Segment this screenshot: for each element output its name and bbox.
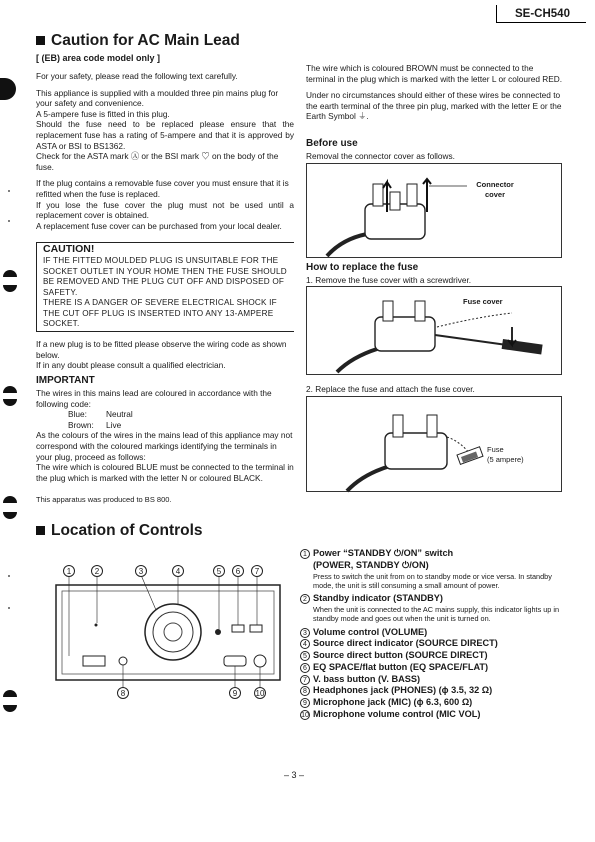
control-item [300,548,570,572]
control-name: Source direct button (SOURCE DIRECT) [313,650,488,661]
amplifier-front-panel-icon [48,565,288,705]
wire-value: Neutral [106,409,133,420]
paragraph: As the colours of the wires in the mains lead of this appliance may not correspond with the coloured markings identifying the terminals in your plug, proceed as follows: [36,430,293,462]
plug-illustration-icon [307,164,563,259]
paragraph: A 5-ampere fuse is fitted in this plug. [36,108,170,119]
before-use-text: Removal the connector cover as follows. [306,151,455,161]
paragraph: If a new plug is to be fitted please observe the wiring code as shown below. [36,339,287,360]
paragraph: For your safety, please read the following text carefully. [36,71,238,81]
control-name: Microphone volume control (MIC VOL) [313,708,481,719]
paragraph: Check for the ASTA mark Ⓐ or the BSI mark ♡ on the body of the fuse. [36,151,279,172]
control-number: 2 [300,594,310,604]
callout-9: 9 [229,687,241,699]
callout-4: 4 [172,565,184,577]
figure-label-line: Fuse [487,445,504,454]
model-label: SE-CH540 [496,5,586,22]
caution-title: CAUTION! [43,243,95,255]
paragraph: The wire which is coloured BROWN must be connected to the terminal in the plug which is marked with the letter L or coloured RED. [306,63,563,84]
binder-mark [3,285,17,292]
control-text [313,662,488,674]
binder-mark [3,386,17,393]
callout-5: 5 [213,565,225,577]
binder-mark [3,512,17,519]
callout-2: 2 [91,565,103,577]
front-panel-diagram [48,565,288,705]
callout-10: 10 [255,689,265,698]
binder-mark [3,690,17,697]
control-number: 8 [300,686,310,696]
controls-list [300,548,570,721]
section-title-text: Caution for AC Main Lead [51,32,240,49]
wire-code-brown [36,420,294,431]
binder-mark [3,399,17,406]
paragraph: A replacement fuse cover can be purchased from your local dealer. [36,220,282,231]
control-item [300,674,570,686]
control-name: V. bass button (V. BASS) [313,673,421,684]
control-number: 3 [300,628,310,638]
control-text [313,627,427,639]
control-name: Volume control (VOLUME) [313,626,428,637]
control-item [300,709,570,721]
page-number: – 3 – [284,770,305,780]
section-title-ac [36,31,240,51]
section-title-text: Location of Controls [51,522,203,539]
control-item [300,627,570,639]
caution-box [36,242,294,332]
control-description: When the unit is connected to the AC mains supply, this indicator lights up in standby mode and goes out when the unit is turned on. [313,604,560,624]
control-name: Headphones jack (PHONES) (ϕ 3.5, 32 Ω) [313,685,493,696]
control-item [300,662,570,674]
control-text [313,593,443,605]
fuse-cover-illustration-icon [307,287,563,376]
bullet-square-icon [36,526,45,535]
control-number: 6 [300,663,310,673]
paragraph: The wires in this mains lead are coloured in accordance with the following code: [36,388,272,409]
binder-mark [3,270,17,277]
binder-mark [3,705,17,712]
control-item [300,650,570,662]
callout-1: 1 [63,565,75,577]
control-text [313,638,498,650]
control-number: 9 [300,698,310,708]
bullet-square-icon [36,36,45,45]
control-name: Power “STANDBY ⏻/ON” switch [313,548,454,558]
control-item [300,593,570,605]
control-name-alt: (POWER, STANDBY ⏻/ON) [313,559,429,570]
paragraph: Under no circumstances should either of these wires be connected to the earth terminal of the three pin plug, marked with the letter E or the Earth Symbol ⏚. [306,90,562,122]
paragraph: If you lose the fuse cover the plug must not be used until a replacement cover is obtained. [36,199,294,221]
control-item [300,697,570,709]
figure-fuse-cover [306,286,562,375]
callout-7: 7 [251,565,263,577]
bs-note: This apparatus was produced to BS 800. [36,495,172,504]
control-text [313,548,453,572]
control-item [300,685,570,697]
figure-fuse [306,396,562,492]
scan-speck [8,607,10,609]
caution-text-1: IF THE FITTED MOULDED PLUG IS UNSUITABLE FOR THE SOCKET OUTLET IN YOUR HOME THEN THE FUSE SHOULD BE REMOVED AND THE PLUG CUT OFF AND DISPOSED OF SAFETY. [43,256,287,297]
control-number: 5 [300,651,310,661]
step-1: 1. Remove the fuse cover with a screwdriver. [306,275,472,285]
binder-mark [3,496,17,503]
callout-8: 8 [117,687,129,699]
control-name: Microphone jack (MIC) (ϕ 6.3, 600 Ω) [313,697,473,708]
paragraph: If in any doubt please consult a qualified electrician. [36,360,226,371]
area-code-note: [ (EB) area code model only ] [36,53,161,63]
wire-label: Blue: [68,409,87,420]
control-description: Press to switch the unit from on to standby mode or vice versa. In standby mode, the unit is still consuming a small amount of power. [313,571,552,590]
scan-speck [8,575,10,577]
control-number: 10 [301,711,309,719]
header-rule [496,22,586,23]
before-use-title: Before use [306,138,358,149]
wiring-notes [36,339,294,371]
binder-hole [0,78,16,100]
figure-label: Fuse cover [463,297,503,306]
control-number: 4 [300,639,310,649]
figure-label-line: (5 ampere) [487,454,524,464]
ac-intro [36,71,294,232]
wire-value: Live [106,419,122,430]
control-name: Source direct indicator (SOURCE DIRECT) [313,638,498,649]
callout-3: 3 [135,565,147,577]
control-item [300,638,570,650]
scan-speck [8,190,10,192]
callout-6: 6 [232,565,244,577]
section-title-controls [36,521,203,541]
control-text [313,709,480,721]
figure-label: Connector cover [476,180,514,199]
control-text [313,674,420,686]
wire-label: Brown: [68,419,94,430]
figure-label [487,445,524,464]
paragraph: The wire which is coloured BLUE must be connected to the terminal in the plug which is marked with the letter N or coloured BLACK. [36,462,294,483]
fuse-illustration-icon [307,397,563,493]
control-name: Standby indicator (STANDBY) [313,593,443,604]
paragraph: If the plug contains a removable fuse cover you must ensure that it is refitted when the fuse is replaced. [36,178,289,200]
replace-fuse-title: How to replace the fuse [306,262,419,273]
paragraph: Should the fuse need to be replaced please ensure that the replacement fuse has a rating of 5-ampere and that it is approved by ASTA or BSI to BS1362. [36,119,294,151]
step-2: 2. Replace the fuse and attach the fuse cover. [306,384,475,394]
control-number: 7 [300,675,310,685]
control-name: EQ SPACE/flat button (EQ SPACE/FLAT) [313,661,489,672]
caution-text-2: THERE IS A DANGER OF SEVERE ELECTRICAL SHOCK IF THE CUT OFF PLUG IS INSERTED INTO ANY 13-AMPERE SOCKET. [43,298,277,329]
control-text [313,685,492,697]
figure-connector-cover [306,163,562,258]
right-notes [306,63,564,122]
control-number: 1 [300,549,310,559]
scan-speck [8,220,10,222]
wire-code-blue [36,409,294,420]
control-text [313,650,488,662]
important-title: IMPORTANT [36,375,95,386]
paragraph: This appliance is supplied with a moulded three pin mains plug for your safety and convenience. [36,87,279,109]
control-text [313,697,472,709]
important-text [36,388,294,483]
